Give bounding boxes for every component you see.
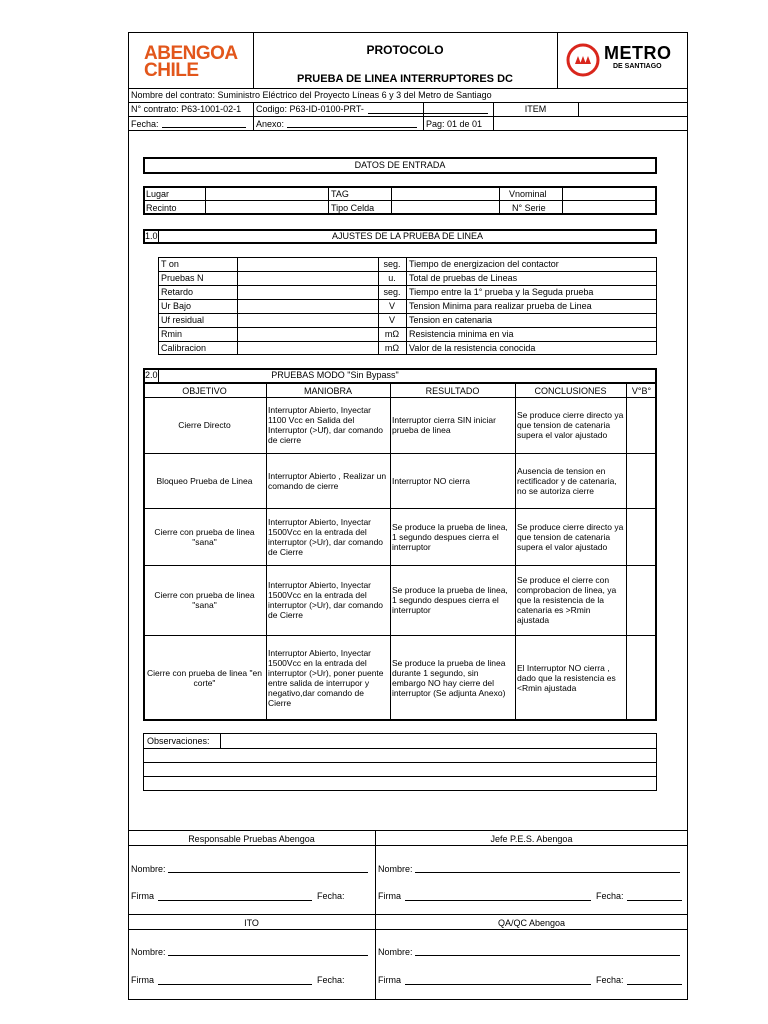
metro-logo-main: METRO bbox=[604, 43, 672, 63]
observaciones-label: Observaciones: bbox=[147, 736, 210, 746]
ajustes-title: AJUSTES DE LA PRUEBA DE LINEA bbox=[331, 231, 484, 241]
prueba-maniobra: Interruptor Abierto , Realizar un comando de cierre bbox=[268, 470, 387, 491]
ajuste-desc: Valor de la resistencia conocida bbox=[409, 343, 536, 353]
item-label: ITEM bbox=[524, 104, 547, 114]
prueba-maniobra: Interruptor Abierto, Inyectar 1500Vcc en la entrada del interruptor (>Ur), poner puente entre salida de interrupor y negativo,dar comando de Cierre bbox=[268, 648, 384, 708]
ajuste-desc: Tension en catenaria bbox=[409, 315, 493, 325]
nombre-label: Nombre: bbox=[378, 947, 413, 957]
recinto-label: Recinto bbox=[146, 203, 177, 213]
abengoa-logo-line2: CHILE bbox=[144, 60, 199, 81]
ito-title: ITO bbox=[244, 918, 259, 928]
prueba-conclusiones: Se produce el cierre con comprobacion de linea, ya que la resistencia de la catenaria es >Rmin ajustada bbox=[517, 575, 617, 625]
tag-label: TAG bbox=[331, 189, 349, 199]
page-number: Pag: 01 de 01 bbox=[426, 119, 483, 129]
vnominal-label: Vnominal bbox=[509, 189, 547, 199]
firma-label: Firma bbox=[131, 975, 154, 985]
prueba-conclusiones: El Interruptor NO cierra , dado que la resistencia es <Rmin ajustada bbox=[517, 663, 616, 693]
ajuste-unit: V bbox=[388, 315, 395, 325]
page-title: PROTOCOLO bbox=[366, 43, 444, 57]
fecha-label: Fecha: bbox=[131, 119, 159, 129]
metro-logo bbox=[566, 43, 684, 77]
prueba-resultado: Se produce la prueba de linea durante 1 segundo, sin embargo NO hay cierre del interruptor (Se adjunta Anexo) bbox=[392, 658, 506, 698]
ajuste-name: Uf residual bbox=[161, 315, 205, 325]
prueba-conclusiones: Ausencia de tension en rectificador y de catenaria, no se autoriza cierre bbox=[517, 465, 617, 496]
ajuste-name: Rmin bbox=[161, 329, 183, 339]
column-header-conclusiones: CONCLUSIONES bbox=[534, 386, 607, 396]
prueba-conclusiones: Se produce cierre directo ya que tension de catenaria supera el valor ajustado bbox=[517, 521, 624, 552]
fecha-label: Fecha: bbox=[317, 891, 345, 901]
column-header-resultado: RESULTADO bbox=[425, 386, 480, 396]
page-subtitle: PRUEBA DE LINEA INTERRUPTORES DC bbox=[297, 73, 513, 85]
fecha-label: Fecha: bbox=[317, 975, 345, 985]
ajuste-desc: Tension Minima para realizar prueba de Linea bbox=[409, 301, 592, 311]
ajuste-name: Calibracion bbox=[161, 343, 207, 353]
ajuste-unit: u. bbox=[388, 273, 396, 283]
firma-label: Firma bbox=[131, 891, 154, 901]
prueba-objetivo: Cierre con prueba de linea "en corte" bbox=[146, 668, 262, 688]
prueba-resultado: Se produce la prueba de linea, 1 segundo despues cierra el interruptor bbox=[392, 521, 508, 552]
column-header-vb: V°B° bbox=[631, 386, 652, 396]
observaciones-field[interactable] bbox=[221, 734, 656, 747]
n-serie-label: N° Serie bbox=[512, 203, 546, 213]
jefe-pes-title: Jefe P.E.S. Abengoa bbox=[490, 834, 573, 844]
column-header-maniobra: MANIOBRA bbox=[303, 386, 352, 396]
metro-logo-sub: DE SANTIAGO bbox=[613, 63, 662, 70]
prueba-resultado: Se produce la prueba de linea, 1 segundo despues cierra el interruptor bbox=[392, 585, 508, 615]
abengoa-logo-line1: ABENGOA bbox=[144, 43, 238, 64]
fecha-label: Fecha: bbox=[596, 891, 624, 901]
tipo-celda-label: Tipo Celda bbox=[331, 203, 375, 213]
ajuste-desc: Resistencia minima en via bbox=[409, 329, 514, 339]
ajuste-name: Retardo bbox=[161, 287, 194, 297]
datos-entrada-title: DATOS DE ENTRADA bbox=[354, 160, 446, 170]
ajustes-number: 1.0 bbox=[145, 231, 158, 241]
ajuste-name: T on bbox=[161, 259, 179, 269]
ajuste-unit: mΩ bbox=[384, 343, 400, 353]
nombre-label: Nombre: bbox=[131, 864, 166, 874]
prueba-resultado: Interruptor cierra SIN iniciar prueba de linea bbox=[392, 415, 496, 435]
anexo-label: Anexo: bbox=[256, 119, 285, 129]
prueba-objetivo: Cierre con prueba de linea "sana" bbox=[154, 526, 255, 547]
firma-label: Firma bbox=[378, 975, 401, 985]
nombre-label: Nombre: bbox=[131, 947, 166, 957]
metro-logo-icon bbox=[566, 43, 600, 77]
ajuste-unit: V bbox=[388, 301, 395, 311]
qa-qc-title: QA/QC Abengoa bbox=[497, 918, 566, 928]
resp-abengoa-title: Responsable Pruebas Abengoa bbox=[188, 834, 315, 844]
codigo: Codigo: P63-ID-0100-PRT- bbox=[256, 104, 364, 114]
ajuste-desc: Total de pruebas de Lineas bbox=[409, 273, 518, 283]
pruebas-number: 2.0 bbox=[145, 370, 158, 380]
column-header-objetivo: OBJETIVO bbox=[182, 386, 227, 396]
ajuste-name: Ur Bajo bbox=[161, 301, 192, 311]
ajuste-unit: mΩ bbox=[384, 329, 400, 339]
prueba-maniobra: Interruptor Abierto, Inyectar 1500Vcc en la entrada del interruptor (>Ur), dar comando de Cierre bbox=[268, 516, 384, 557]
pruebas-title: PRUEBAS MODO "Sin Bypass" bbox=[271, 370, 399, 380]
firma-label: Firma bbox=[378, 891, 401, 901]
ajuste-name: Pruebas N bbox=[161, 273, 204, 283]
contract-number: N° contrato: P63-1001-02-1 bbox=[131, 104, 242, 114]
nombre-label: Nombre: bbox=[378, 864, 413, 874]
prueba-objetivo: Cierre Directo bbox=[178, 420, 231, 430]
prueba-maniobra: Interruptor Abierto, Inyectar 1100 Vcc en Salida del Interruptor (>Uf), dar comando de cierre bbox=[268, 405, 384, 445]
prueba-objetivo: Bloqueo Prueba de Linea bbox=[156, 475, 253, 486]
abengoa-logo bbox=[144, 45, 238, 79]
prueba-conclusiones: Se produce cierre directo ya que tension de catenaria supera el valor ajustado bbox=[517, 410, 624, 440]
ajuste-unit: seg. bbox=[383, 259, 401, 269]
ajuste-unit: seg. bbox=[383, 287, 401, 297]
ajuste-desc: Tiempo de energizacion del contactor bbox=[409, 259, 559, 269]
ajuste-desc: Tiempo entre la 1° prueba y la Seguda prueba bbox=[409, 287, 594, 297]
prueba-resultado: Interruptor NO cierra bbox=[392, 475, 470, 486]
prueba-objetivo: Cierre con prueba de linea "sana" bbox=[154, 590, 255, 610]
contract-name: Nombre del contrato: Suministro Eléctrico del Proyecto Líneas 6 y 3 del Metro de Santiago bbox=[131, 90, 492, 100]
fecha-label: Fecha: bbox=[596, 975, 624, 985]
prueba-maniobra: Interruptor Abierto, Inyectar 1500Vcc en la entrada del interruptor (>Ur), dar comando de Cierre bbox=[268, 580, 384, 620]
lugar-label: Lugar bbox=[146, 189, 170, 199]
